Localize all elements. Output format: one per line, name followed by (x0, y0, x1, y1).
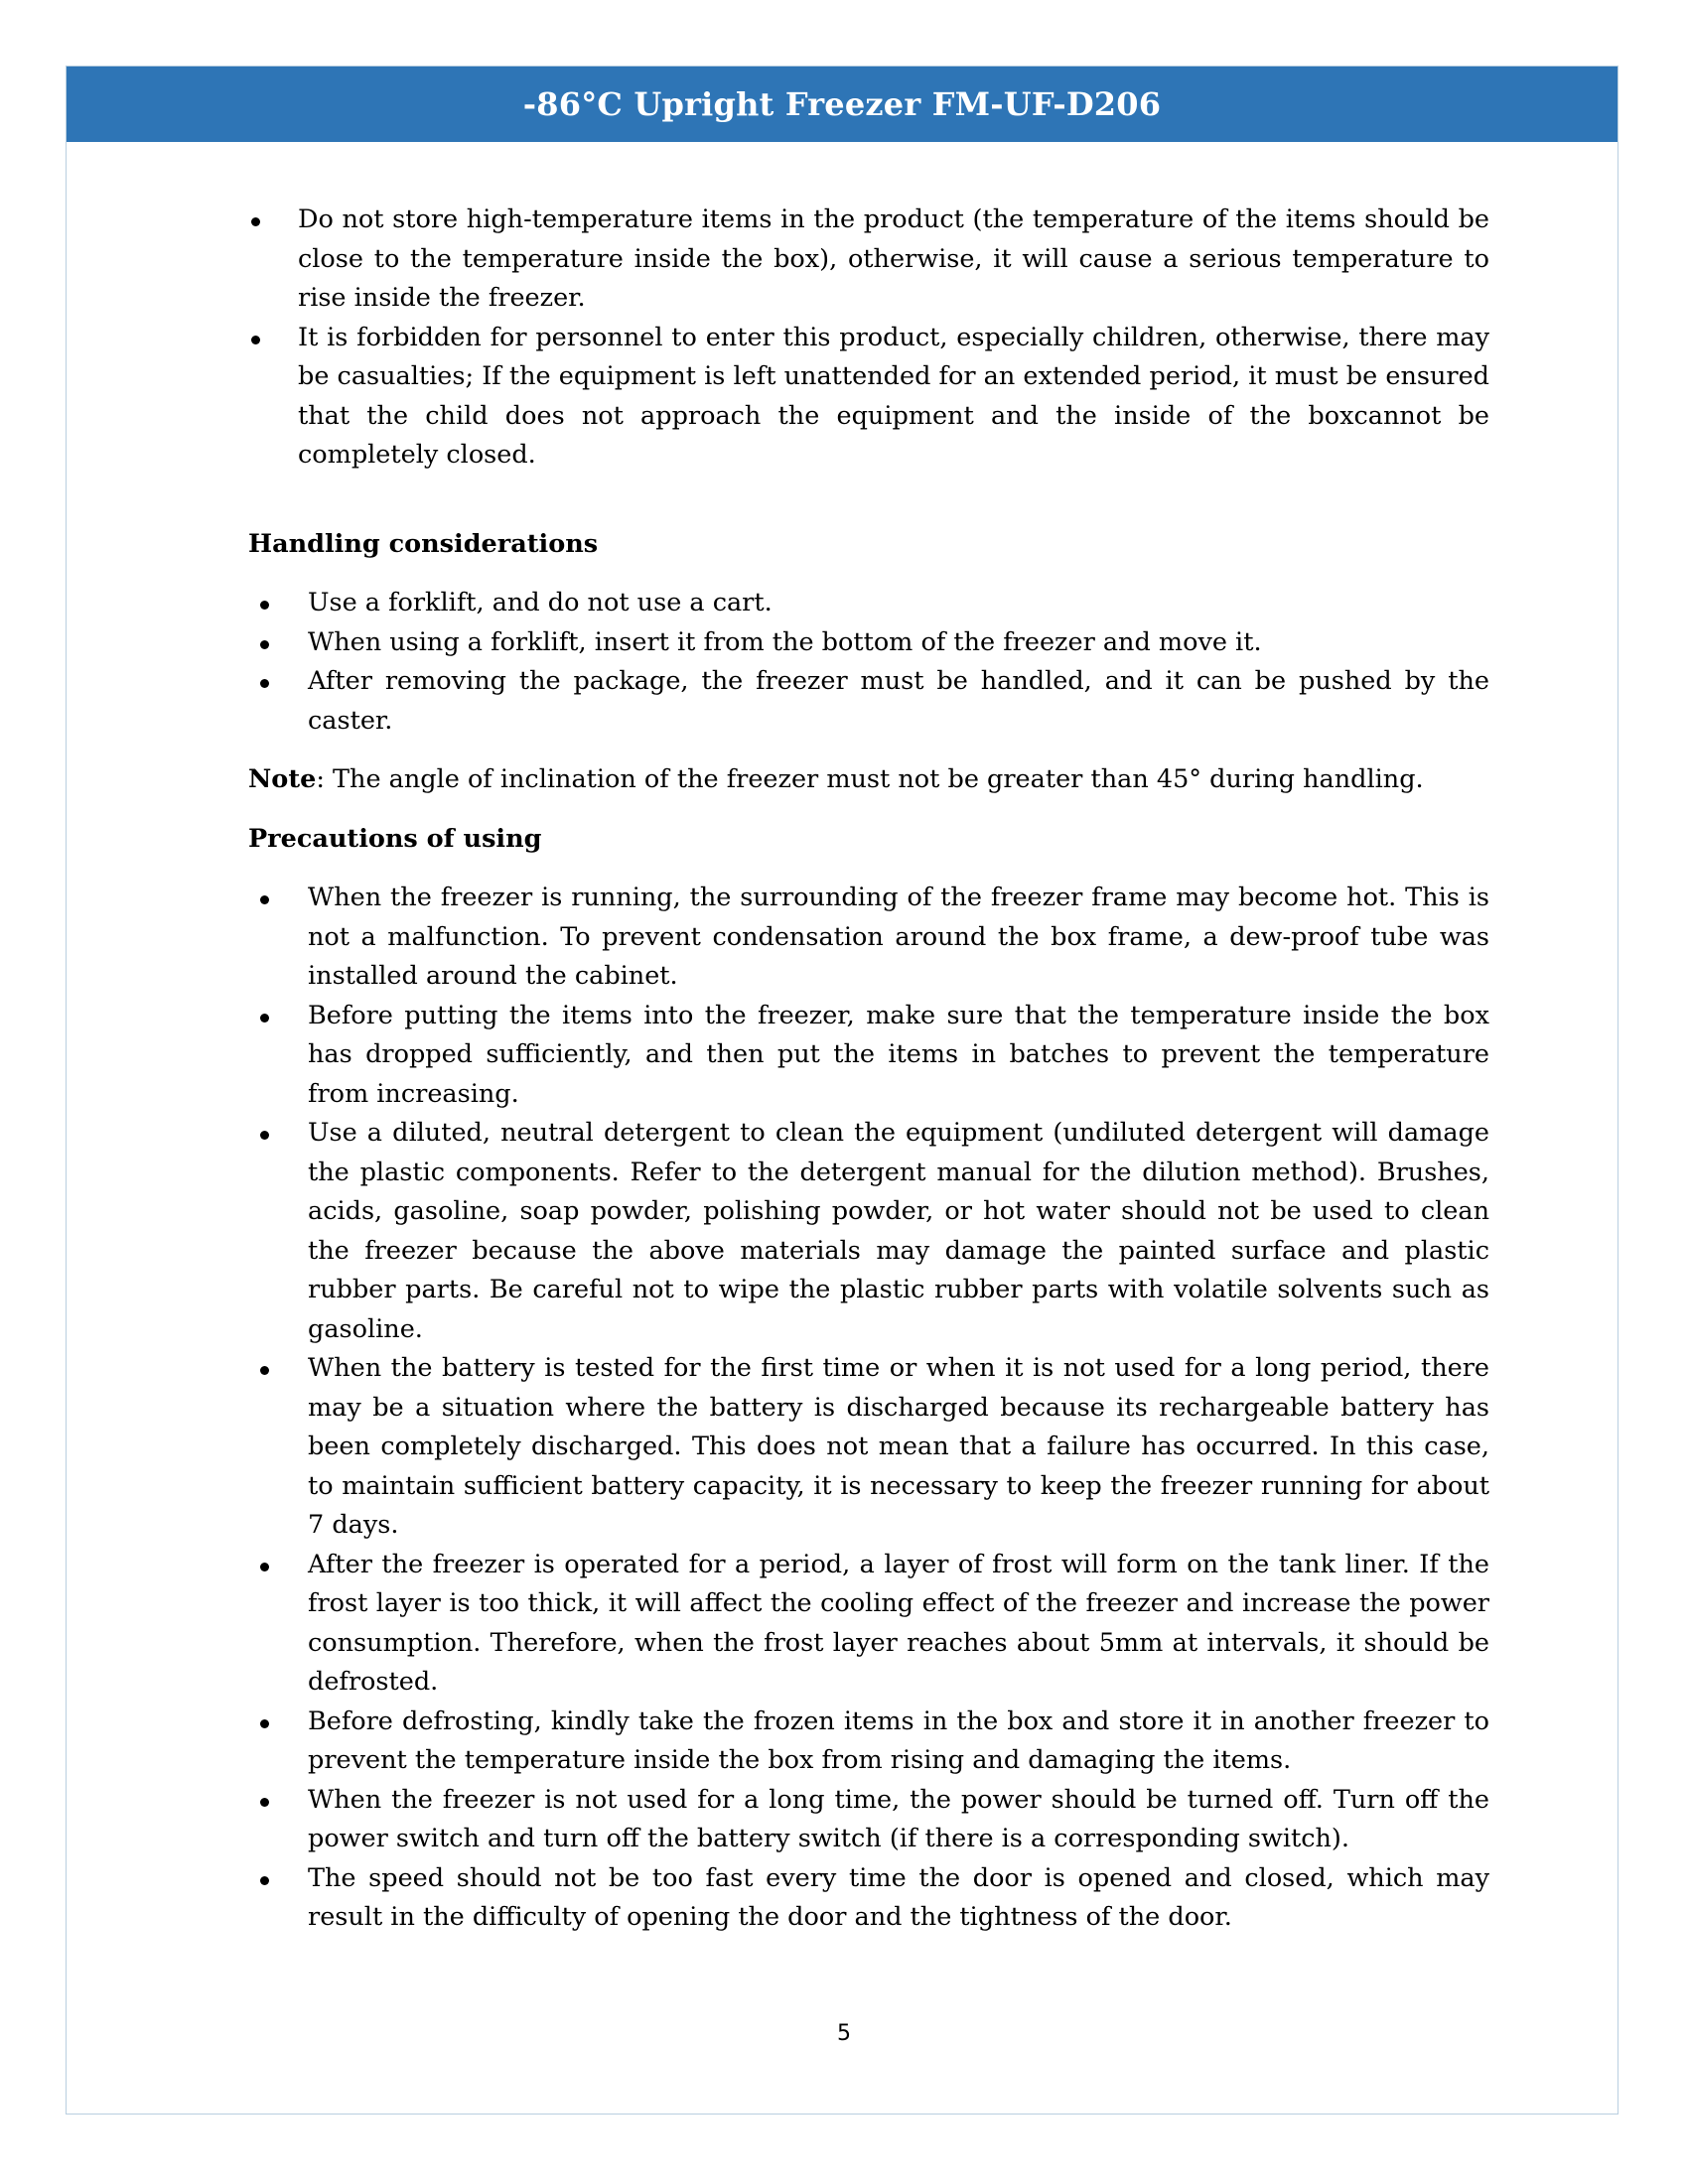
bullet-icon (260, 1798, 269, 1807)
list-item (248, 201, 1489, 319)
bullet-icon (251, 217, 260, 226)
bullet-icon (260, 1366, 269, 1375)
precautions-bullet-list (248, 879, 1489, 1938)
bullet-icon (260, 1563, 269, 1571)
list-item-text: When the battery is tested for the first time or when it is not used for a long period, there may be a situation where the battery is discharged because its rechargeable battery has been completely discharged. This does not mean that a failure has occurred. In this case, to maintain sufficient battery capacity, it is necessary to keep the freezer running for about 7 days. (308, 1353, 1489, 1540)
header-bar (67, 67, 1618, 142)
list-item (248, 319, 1489, 476)
list-item (248, 584, 1489, 623)
list-item-text: Before putting the items into the freezer, make sure that the temperature inside the box has dropped sufficiently, and then put the items in batches to prevent the temperature from increasing. (308, 1000, 1489, 1109)
list-item (248, 1781, 1489, 1859)
list-item-text: Before defrosting, kindly take the frozen items in the box and store it in another freezer to prevent the temperature inside the box from rising and damaging the items. (308, 1706, 1489, 1775)
note-text: : The angle of inclination of the freezer must not be greater than 45° during handling. (316, 764, 1424, 794)
list-item (248, 1859, 1489, 1938)
bullet-icon (260, 679, 269, 688)
bullet-icon (260, 601, 269, 610)
list-item-text: Use a forklift, and do not use a cart. (308, 588, 773, 617)
list-item-text: After removing the package, the freezer must be handled, and it can be pushed by the caster. (308, 666, 1489, 736)
list-item (248, 1703, 1489, 1781)
handling-bullet-list (248, 584, 1489, 741)
bullet-icon (260, 895, 269, 904)
list-item (248, 623, 1489, 663)
list-item (248, 1114, 1489, 1349)
list-item-text: Do not store high-temperature items in the product (the temperature of the items should be close to the temperature inside the box), otherwise, it will cause a serious temperature to rise inside the freezer. (298, 205, 1489, 313)
bullet-icon (260, 640, 269, 649)
intro-bullet-list (248, 201, 1489, 476)
list-item-text: The speed should not be too fast every time the door is opened and closed, which may result in the difficulty of opening the door and the tightness of the door. (308, 1862, 1489, 1932)
handling-heading: Handling considerations (248, 528, 599, 559)
list-item-text: After the freezer is operated for a period, a layer of frost will form on the tank liner. If the frost layer is too thick, it will affect the cooling effect of the freezer and increase the power consumption. Therefore, when the frost layer reaches about 5mm at intervals, it should be defrosted. (308, 1549, 1489, 1697)
bullet-icon (251, 336, 260, 344)
list-item (248, 662, 1489, 741)
list-item-text: When the freezer is not used for a long time, the power should be turned off. Turn off the power switch and turn off the battery switch (if there is a corresponding switch). (308, 1784, 1489, 1853)
list-item (248, 1546, 1489, 1703)
list-item-text: When the freezer is running, the surrounding of the freezer frame may become hot. This is not a malfunction. To prevent condensation around the box frame, a dew-proof tube was installed around the cabinet. (308, 883, 1489, 991)
list-item (248, 997, 1489, 1115)
list-item-text: It is forbidden for personnel to enter this product, especially children, otherwise, there may be casualties; If the equipment is left unattended for an extended period, it must be ensured that the child does not approach the equipment and the inside of the boxcannot be completely closed. (298, 322, 1489, 470)
page-number: 5 (837, 2021, 851, 2046)
note-label: Note (248, 764, 317, 794)
note-paragraph (248, 760, 1489, 800)
list-item-text: Use a diluted, neutral detergent to clean the equipment (undiluted detergent will damage the plastic components. Refer to the detergent manual for the dilution method). Brushes, acids, gasoline, soap powder, polishing powder, or hot water should not be used to clean the freezer because the above materials may damage the painted surface and plastic rubber parts. Be careful not to wipe the plastic rubber parts with volatile solvents such as gasoline. (308, 1118, 1489, 1344)
precautions-heading: Precautions of using (248, 823, 542, 854)
bullet-icon (260, 1876, 269, 1885)
list-item (248, 1349, 1489, 1546)
bullet-icon (260, 1014, 269, 1023)
bullet-icon (260, 1719, 269, 1728)
list-item (248, 879, 1489, 997)
bullet-icon (260, 1131, 269, 1140)
list-item-text: When using a forklift, insert it from the bottom of the freezer and move it. (308, 626, 1262, 657)
page-content (248, 201, 1489, 1938)
document-title: -86°C Upright Freezer FM-UF-D206 (522, 85, 1162, 123)
